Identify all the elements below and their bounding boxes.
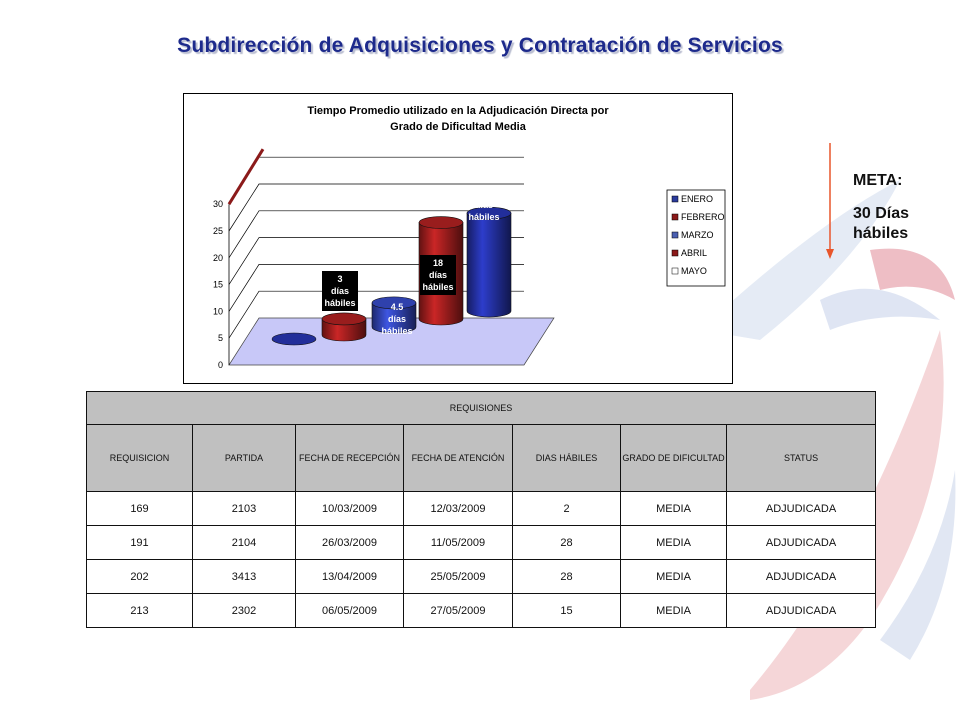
chart-container — [183, 93, 733, 384]
data-label: días — [330, 286, 350, 296]
table-cell: 2104 — [193, 526, 296, 560]
requisitions-table — [86, 391, 876, 628]
table-cell: 10/03/2009 — [296, 492, 404, 526]
legend-label: ABRIL — [681, 248, 708, 258]
table-cell: 28 — [513, 526, 621, 560]
y-tick-label: 15 — [212, 279, 223, 290]
data-label: hábiles — [324, 298, 356, 308]
column-header: PARTIDA — [193, 425, 296, 492]
table-cell: 27/05/2009 — [404, 594, 513, 628]
table-cell: 2 — [513, 492, 621, 526]
y-tick-label: 0 — [217, 360, 223, 370]
table-cell: 213 — [87, 594, 193, 628]
chart-title: Tiempo Promedio utilizado en la Adjudicación Directa por — [307, 105, 609, 117]
meta-value: 30 Días hábiles — [853, 205, 910, 242]
table-cell: 28 — [513, 560, 621, 594]
table-cell: 25/05/2009 — [404, 560, 513, 594]
legend-swatch — [672, 268, 678, 274]
data-label: 4.5 — [390, 302, 404, 312]
data-label: días — [428, 270, 448, 280]
data-label: días — [387, 314, 407, 324]
legend-swatch — [672, 250, 678, 256]
legend-label: MARZO — [681, 230, 714, 240]
table-cell: 2302 — [193, 594, 296, 628]
table-cell: MEDIA — [621, 560, 727, 594]
column-header: STATUS — [727, 425, 876, 492]
table-cell: 12/03/2009 — [404, 492, 513, 526]
table-cell: 15 — [513, 594, 621, 628]
y-tick-label: 10 — [212, 306, 223, 317]
table-cell: 13/04/2009 — [296, 560, 404, 594]
bar-mayo — [467, 213, 511, 317]
legend-label: ENERO — [681, 194, 714, 204]
table-row — [87, 492, 876, 526]
table-cell: ADJUDICADA — [727, 560, 876, 594]
chart-title: Grado de Dificultad Media — [390, 121, 526, 133]
table-row — [87, 526, 876, 560]
table-cell: ADJUDICADA — [727, 594, 876, 628]
bar-top-enero — [272, 333, 316, 345]
meta-label: META: — [853, 172, 903, 189]
table-cell: 2103 — [193, 492, 296, 526]
legend-swatch — [672, 214, 678, 220]
data-label: días — [474, 200, 494, 210]
table-header-row — [87, 425, 876, 492]
bar-top-abril — [419, 217, 463, 229]
data-label: 18.25 — [472, 188, 496, 198]
data-label: 3 — [337, 274, 343, 284]
table-cell: 11/05/2009 — [404, 526, 513, 560]
data-label: hábiles — [381, 326, 413, 336]
legend-label: MAYO — [681, 266, 707, 276]
y-tick-label: 20 — [212, 252, 223, 263]
table-cell: MEDIA — [621, 594, 727, 628]
table-cell: MEDIA — [621, 526, 727, 560]
table-cell: 06/05/2009 — [296, 594, 404, 628]
column-header: FECHA DE ATENCIÓN — [404, 425, 513, 492]
table-title: REQUISIONES — [87, 392, 876, 425]
column-header: FECHA DE RECEPCIÓN — [296, 425, 404, 492]
table-row — [87, 594, 876, 628]
table-cell: ADJUDICADA — [727, 526, 876, 560]
table-cell: 202 — [87, 560, 193, 594]
legend-swatch — [672, 196, 678, 202]
page-title: Subdirección de Adquisiciones y Contratación de Servicios — [177, 34, 783, 57]
table-cell: MEDIA — [621, 492, 727, 526]
y-tick-label: 5 — [217, 333, 223, 344]
meta-arrow-icon — [826, 143, 834, 259]
bar-top-febrero — [322, 313, 366, 325]
table-cell: ADJUDICADA — [727, 492, 876, 526]
legend-label: FEBRERO — [681, 212, 725, 222]
data-label: hábiles — [422, 282, 454, 292]
table-cell: 26/03/2009 — [296, 526, 404, 560]
bar-chart — [184, 94, 732, 383]
data-label: hábiles — [468, 212, 500, 222]
column-header: GRADO DE DIFICULTAD — [621, 425, 727, 492]
data-label: 18 — [432, 258, 444, 268]
table-cell: 191 — [87, 526, 193, 560]
column-header: DIAS HÁBILES — [513, 425, 621, 492]
table-cell: 169 — [87, 492, 193, 526]
y-tick-label: 25 — [212, 226, 223, 236]
column-header: REQUISICION — [87, 425, 193, 492]
y-tick-label: 30 — [212, 199, 223, 210]
legend-swatch — [672, 232, 678, 238]
table-cell: 3413 — [193, 560, 296, 594]
table-row — [87, 560, 876, 594]
